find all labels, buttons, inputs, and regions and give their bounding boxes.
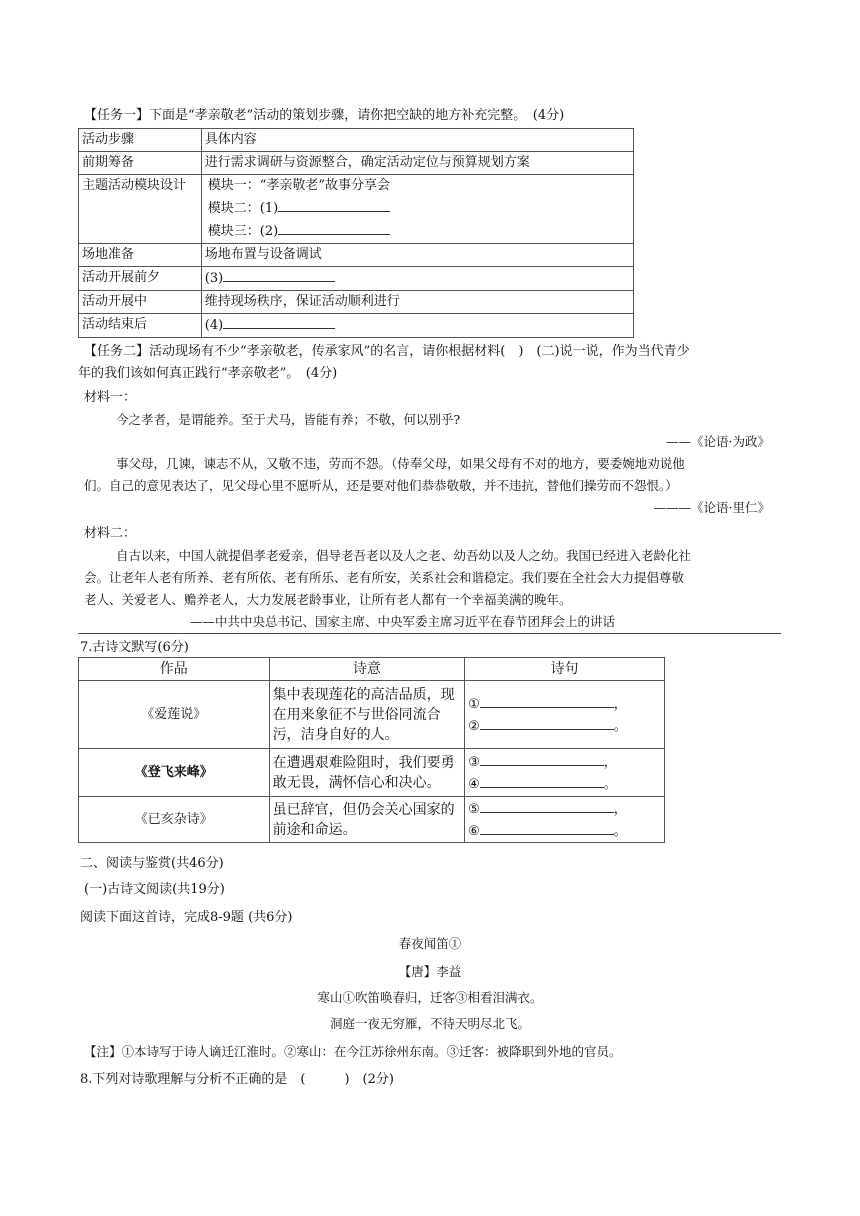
content-cell: (3): [201, 267, 633, 291]
table-row: [79, 658, 665, 681]
table-header-cell: 诗句: [465, 658, 665, 681]
module-line: 模块二：(1): [208, 197, 630, 220]
table-header-cell: 具体内容: [201, 129, 633, 152]
material2-label: 材料二：: [84, 526, 137, 541]
answer-blank[interactable]: [278, 220, 390, 235]
poem-title: 春夜闻笛①: [398, 936, 462, 951]
step-cell: 前期筹备: [79, 152, 202, 175]
step-cell: 场地准备: [79, 244, 202, 267]
answer-blank[interactable]: [480, 820, 614, 835]
step-cell: 活动结束后: [79, 314, 202, 338]
section2-sub1: (一)古诗文阅读(共19分): [84, 882, 225, 897]
q7-table: [78, 657, 665, 843]
module-line: 模块一：“孝亲敬老”故事分享会: [207, 178, 391, 193]
meaning-cell: 在遭遇艰难险阻时，我们要勇敢无畏，满怀信心和决心。: [269, 749, 465, 797]
table-header-cell: 作品: [79, 658, 270, 681]
content-cell: 维持现场秩序，保证活动顺利进行: [201, 291, 633, 314]
divider: [78, 633, 781, 634]
material1-label: 材料一：: [84, 390, 137, 405]
table-row: [79, 797, 665, 843]
step-cell: 活动开展前夕: [79, 267, 202, 291]
verse-cell: ③ ， ④ 。: [465, 749, 665, 797]
meaning-cell: 集中表现莲花的高洁品质，现在用来象征不与世俗同流合污，洁身自好的人。: [269, 681, 465, 749]
verse-cell: ⑤ ， ⑥ 。: [465, 797, 665, 843]
poem-line: 寒山①吹笛唤春归，迁客③相看泪满衣。: [317, 990, 543, 1005]
section2-intro: 阅读下面这首诗，完成8-9题 (共6分): [80, 910, 293, 925]
answer-blank[interactable]: [223, 267, 335, 282]
m1-quote2-line1: 事父母，几谏，谏志不从，又敬不违，劳而不怨。（侍奉父母，如果父母有不对的地方，要委婉地劝说他: [116, 456, 685, 471]
m1-source1: ——《论语·为政》: [666, 434, 770, 449]
table-row: [79, 749, 665, 797]
content-cell: (4): [201, 314, 633, 338]
m2-line3: 老人、关爱老人、赡养老人，大力发展老龄事业，让所有老人都有一个幸福美满的晚年。: [84, 592, 572, 607]
work-cell: 《已亥杂诗》: [79, 797, 270, 843]
table-row: [79, 129, 634, 152]
task1-prompt: 【任务一】下面是“孝亲敬老”活动的策划步骤，请你把空缺的地方补充完整。 (4分): [84, 108, 565, 123]
poem-line: 洞庭一夜无穷雁，不待天明尽北飞。: [329, 1016, 530, 1031]
m2-source: ——中共中央总书记、国家主席、中央军委主席习近平在春节团拜会上的讲话: [190, 614, 616, 629]
table-header-cell: 活动步骤: [79, 129, 202, 152]
m2-line1: 自古以来，中国人就提倡孝老爱亲，倡导老吾老以及人之老、幼吾幼以及人之幼。我国已经进入老龄化社: [116, 548, 692, 563]
answer-blank[interactable]: [480, 715, 614, 730]
m1-quote2-line2: 们。自己的意见表达了，见父母心里不愿听从，还是要对他们恭恭敬敬，并不违抗，替他们操劳而不怨恨。）: [84, 478, 678, 493]
module-line: 模块三：(2): [208, 220, 630, 243]
step-cell: 主题活动模块设计: [79, 175, 202, 244]
work-cell: 《爱莲说》: [79, 681, 270, 749]
m1-source2: ———《论语·里仁》: [653, 500, 770, 515]
answer-blank[interactable]: [278, 197, 390, 212]
content-cell: 进行需求调研与资源整合，确定活动定位与预算规划方案: [201, 152, 633, 175]
task2-prompt-line2: 年的我们该如何真正践行“孝亲敬老”。 (4分): [78, 366, 338, 381]
step-cell: 活动开展中: [79, 291, 202, 314]
answer-blank[interactable]: [223, 314, 335, 329]
q7-title: 7.古诗文默写(6分): [80, 640, 189, 655]
poem-author: 【唐】李益: [398, 964, 462, 979]
table-row: [79, 314, 634, 338]
m1-quote1: 今之孝者，是谓能养。至于犬马，皆能有养；不敬，何以别乎?: [116, 412, 461, 427]
verse-cell: ① ， ② 。: [465, 681, 665, 749]
task1-table: [78, 128, 634, 338]
table-row: [79, 175, 634, 244]
meaning-cell: 虽已辞官，但仍会关心国家的前途和命运。: [269, 797, 465, 843]
work-cell: 《登飞来峰》: [79, 749, 270, 797]
m2-line2: 会。让老年人老有所养、老有所依、老有所乐、老有所安，关系社会和谐稳定。我们要在全社会大力提倡尊敬: [84, 570, 685, 585]
q8-prompt: 8.下列对诗歌理解与分析不正确的是 ( ) (2分): [80, 1072, 394, 1087]
answer-blank[interactable]: [480, 751, 604, 766]
answer-blank[interactable]: [480, 693, 614, 708]
task2-prompt-line1: 【任务二】活动现场有不少“孝亲敬老，传承家风”的名言，请你根据材料( ) (二)说一说，作为当代青少: [84, 344, 690, 359]
answer-blank[interactable]: [480, 798, 614, 813]
table-row: [79, 681, 665, 749]
content-cell: [201, 175, 633, 244]
table-row: [79, 291, 634, 314]
table-row: [79, 152, 634, 175]
section2-title: 二、阅读与鉴赏(共46分): [80, 856, 224, 871]
poem-note: 【注】①本诗写于诗人谪迁江淮时。②寒山：在今江苏徐州东南。③迁客：被降职到外地的官员。: [84, 1044, 622, 1059]
table-row: [79, 267, 634, 291]
content-cell: 场地布置与设备调试: [201, 244, 633, 267]
answer-blank[interactable]: [480, 773, 604, 788]
table-header-cell: 诗意: [269, 658, 465, 681]
table-row: [79, 244, 634, 267]
